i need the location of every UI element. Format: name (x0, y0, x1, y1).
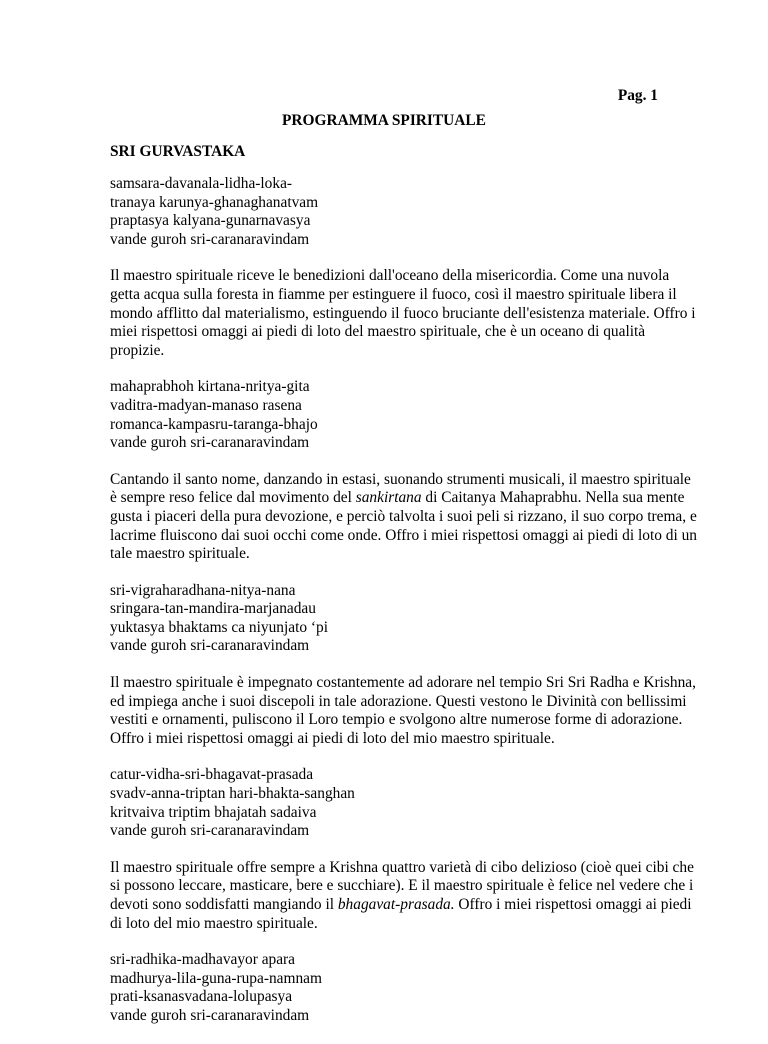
document-body (110, 175, 700, 1044)
translation-text: Il maestro spirituale offre sempre a Krishna quattro varietà di cibo delizioso (cioè quei cibi che si possono leccare, masticare, bere e succhiare). E il maestro spirituale è felice nel vedere che i devoti sono soddisfatti mangiando il (110, 858, 694, 913)
verse-line: sri-radhika-madhavayor apara (110, 951, 296, 969)
translation-paragraph (110, 674, 700, 748)
verse-line: sringara-tan-mandira-marjanadau (110, 600, 316, 618)
verse-line: samsara-davanala-lidha-loka- (110, 175, 293, 192)
verse-line: vande guroh sri-caranaravindam (110, 637, 310, 655)
verse-line: vande guroh sri-caranaravindam (110, 1006, 310, 1024)
verse-line: kritvaiva triptim bhajatah sadaiva (110, 803, 317, 821)
verse-line: madhurya-lila-guna-rupa-namnam (110, 969, 322, 987)
verse-line: prati-ksanasvadana-lolupasya (110, 988, 293, 1006)
translation-text: Il maestro spirituale è impegnato costantemente ad adorare nel tempio Sri Sri Radha e Krishna, ed impiega anche i suoi discepoli in tale adorazione. Questi vestono le Divinità con bellissimi vestiti e ornamenti, puliscono il Loro tempio e svolgono altre numerose forme di adorazione. Offro i miei rispettosi omaggi ai piedi di loto del mio maestro spirituale. (110, 674, 696, 747)
verse-line: svadv-anna-triptan hari-bhakta-sanghan (110, 785, 355, 803)
section-title: SRI GURVASTAKA (110, 143, 246, 160)
verse-line: tranaya karunya-ghanaghanatvam (110, 193, 319, 211)
verse-line: yuktasya bhaktams ca niyunjato ‘pi (110, 618, 328, 636)
translation-paragraph (110, 471, 700, 564)
verse-line: vande guroh sri-caranaravindam (110, 434, 310, 452)
verse-block (110, 175, 700, 249)
translation-text: Il maestro spirituale riceve le benedizioni dall'oceano della misericordia. Come una nuvola getta acqua sulla foresta in fiamme per estinguere il fuoco, così il maestro spirituale libera il mondo afflitto dal materialismo, estinguendo il fuoco bruciante dell'esistenza materiale. Offro i miei rispettosi omaggi ai piedi di loto del maestro spirituale, che è un oceano di qualità propizie. (110, 267, 696, 359)
verse-line: vaditra-madyan-manaso rasena (110, 396, 302, 414)
verse-line: romanca-kampasru-taranga-bhajo (110, 415, 318, 433)
verse-line: sri-vigraharadhana-nitya-nana (110, 581, 296, 599)
verse-block (110, 582, 700, 656)
verse-line: mahaprabhoh kirtana-nritya-gita (110, 378, 310, 396)
verse-line: catur-vidha-sri-bhagavat-prasada (110, 766, 314, 784)
translation-paragraph (110, 267, 700, 360)
verse-line: vande guroh sri-caranaravindam (110, 822, 310, 840)
translation-italic-term: bhagavat-prasada. (337, 896, 455, 913)
verse-block (110, 766, 700, 840)
verse-line: praptasya kalyana-gunarnavasya (110, 212, 311, 230)
translation-text: Cantando il santo nome, danzando in estasi, suonando strumenti musicali, il maestro spirituale è sempre reso felice dal movimento del (110, 470, 691, 507)
translation-paragraph (110, 859, 700, 933)
translation-text: di Caitanya Mahaprabhu. Nella sua mente gusta i piaceri della pura devozione, e perciò talvolta i suoi peli si rizzano, il suo corpo trema, e lacrime fluiscono dai suoi occhi come onde. Offro i miei rispettosi omaggi ai piedi di loto di un tale maestro spirituale. (110, 489, 698, 563)
page-number: Pag. 1 (617, 87, 658, 104)
verse-block (110, 378, 700, 452)
verse-line: vande guroh sri-caranaravindam (110, 230, 310, 248)
page-title: PROGRAMMA SPIRITUALE (282, 112, 486, 129)
translation-italic-term: sankirtana (355, 489, 422, 507)
translation-text: Offro i miei rispettosi omaggi ai piedi di loto del mio maestro spirituale. (110, 896, 692, 932)
verse-block (110, 951, 700, 1025)
